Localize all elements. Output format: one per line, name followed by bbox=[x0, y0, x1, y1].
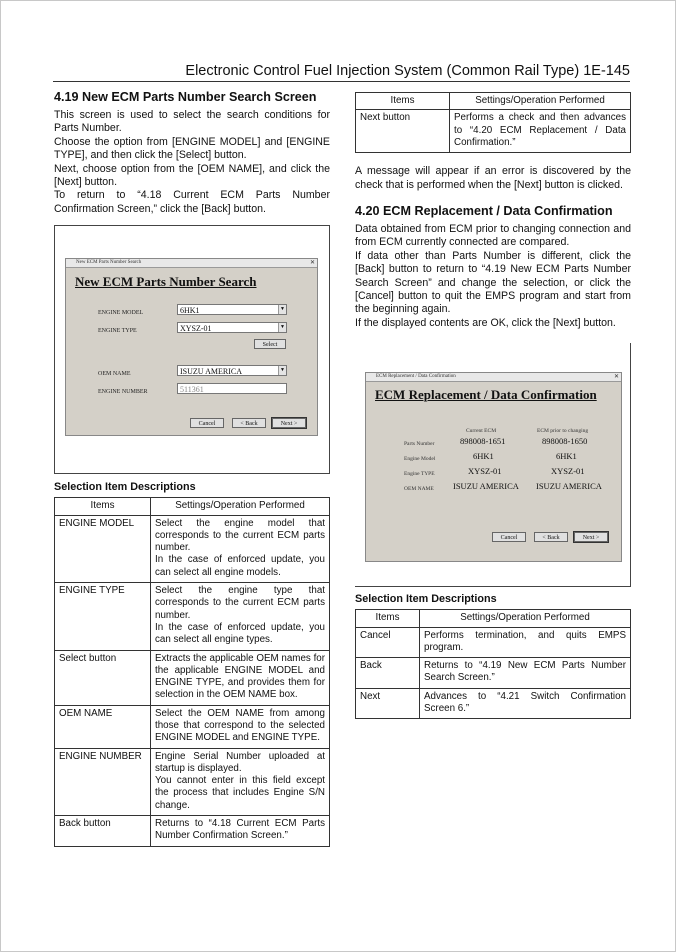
right-column bbox=[355, 92, 631, 719]
table-heading-left: Selection Item Descriptions bbox=[54, 481, 196, 494]
oem-name-label: OEM NAME bbox=[98, 371, 131, 378]
table-row bbox=[55, 748, 330, 815]
row-item: ENGINE MODEL bbox=[55, 515, 151, 582]
row-item: Next bbox=[356, 688, 420, 719]
engine-model-value: 6HK1 bbox=[180, 306, 200, 316]
engine-number-label: ENGINE NUMBER bbox=[98, 389, 148, 396]
close-icon[interactable]: ✕ bbox=[309, 260, 315, 267]
row-item: OEM NAME bbox=[55, 705, 151, 748]
section-heading-4-20: 4.20 ECM Replacement / Data Confirmation bbox=[355, 204, 613, 218]
chevron-down-icon[interactable]: ▼ bbox=[278, 366, 286, 375]
table-header-row bbox=[356, 610, 631, 627]
col-items-header: Items bbox=[356, 93, 450, 110]
row-item: Back bbox=[356, 658, 420, 689]
chevron-down-icon[interactable]: ▼ bbox=[278, 305, 286, 314]
cancel-button[interactable]: Cancel bbox=[190, 418, 224, 428]
col-items-header: Items bbox=[356, 610, 420, 627]
cancel-button[interactable]: Cancel bbox=[492, 532, 526, 542]
row-item: ENGINE NUMBER bbox=[55, 748, 151, 815]
left-column bbox=[54, 90, 330, 847]
dialog-title: New ECM Parts Number Search bbox=[75, 274, 257, 290]
close-icon[interactable]: ✕ bbox=[613, 374, 619, 381]
table-row bbox=[356, 688, 631, 719]
row-desc: Performs a check and then advances to “4.20 ECM Replacement / Data Confirmation.” bbox=[450, 110, 631, 153]
next-button[interactable]: Next > bbox=[272, 418, 306, 428]
dialog-titlebar-text: ECM Replacement / Data Confirmation bbox=[376, 374, 456, 380]
col-ops-header: Settings/Operation Performed bbox=[450, 93, 631, 110]
engine-model-select[interactable] bbox=[177, 304, 287, 315]
section-heading-4-19: 4.19 New ECM Parts Number Search Screen bbox=[54, 90, 317, 104]
row-desc: Performs termination, and quits EMPS program. bbox=[420, 627, 631, 658]
engine-type-current: XYSZ-01 bbox=[468, 466, 502, 477]
engine-model-label: ENGINE MODEL bbox=[98, 310, 144, 317]
next-button-table bbox=[355, 92, 631, 153]
oem-name-prior: ISUZU AMERICA bbox=[536, 481, 602, 492]
row-desc: Extracts the applicable OEM names for the applicable ENGINE MODEL and ENGINE TYPE, and provides them for selection in the OEM NAME box. bbox=[151, 650, 330, 705]
header-rule bbox=[53, 81, 630, 82]
col-items-header: Items bbox=[55, 498, 151, 515]
col-current-ecm: Current ECM bbox=[466, 428, 497, 435]
row-desc: Returns to “4.18 Current ECM Parts Number Confirmation Screen.” bbox=[151, 816, 330, 847]
selection-items-table-4-19 bbox=[54, 497, 330, 846]
screenshot-ecm-replacement bbox=[355, 343, 631, 587]
dialog-title: ECM Replacement / Data Confirmation bbox=[375, 387, 597, 403]
table-row bbox=[55, 583, 330, 650]
engine-type-select[interactable] bbox=[177, 322, 287, 333]
error-note: A message will appear if an error is discovered by the check that is performed when the [Next] button is clicked. bbox=[355, 165, 631, 191]
table-header-row bbox=[55, 498, 330, 515]
col-ops-header: Settings/Operation Performed bbox=[151, 498, 330, 515]
row-item: Select button bbox=[55, 650, 151, 705]
row-desc: Returns to “4.19 New ECM Parts Number Search Screen.” bbox=[420, 658, 631, 689]
screenshot-new-ecm-search bbox=[54, 225, 330, 474]
dialog-titlebar bbox=[366, 373, 621, 382]
dialog-window bbox=[65, 258, 318, 436]
table-row bbox=[356, 658, 631, 689]
row-item: Back button bbox=[55, 816, 151, 847]
table-row bbox=[55, 515, 330, 582]
engine-model-prior: 6HK1 bbox=[556, 451, 577, 462]
table-header-row bbox=[356, 93, 631, 110]
engine-type-label: ENGINE TYPE bbox=[98, 328, 137, 335]
back-button[interactable]: < Back bbox=[534, 532, 568, 542]
oem-name-value: ISUZU AMERICA bbox=[180, 367, 243, 377]
row-desc: Select the engine model that corresponds to the current ECM parts number. In the case of enforced update, you can select all engine models. bbox=[151, 515, 330, 582]
parts-number-label: Parts Number bbox=[404, 441, 435, 448]
table-row bbox=[356, 627, 631, 658]
table-row bbox=[356, 110, 631, 153]
engine-type-prior: XYSZ-01 bbox=[551, 466, 585, 477]
table-heading-right: Selection Item Descriptions bbox=[355, 593, 497, 606]
oem-name-label: OEM NAME bbox=[404, 486, 434, 493]
row-desc: Engine Serial Number uploaded at startup is displayed. You cannot enter in this field except the process that includes Engine S/N change. bbox=[151, 748, 330, 815]
row-item: Cancel bbox=[356, 627, 420, 658]
dialog-titlebar bbox=[66, 259, 317, 268]
engine-type-value: XYSZ-01 bbox=[180, 324, 212, 334]
oem-name-current: ISUZU AMERICA bbox=[453, 481, 519, 492]
row-desc: Advances to “4.21 Switch Confirmation Screen 6.” bbox=[420, 688, 631, 719]
dialog-titlebar-text: New ECM Parts Number Search bbox=[76, 260, 142, 266]
col-prior-ecm: ECM prior to changing bbox=[537, 428, 589, 435]
row-item: Next button bbox=[356, 110, 450, 153]
table-row bbox=[55, 816, 330, 847]
parts-number-current: 898008-1651 bbox=[460, 436, 506, 447]
running-header: Electronic Control Fuel Injection System (Common Rail Type) 1E-145 bbox=[185, 63, 630, 79]
engine-model-current: 6HK1 bbox=[473, 451, 494, 462]
next-button[interactable]: Next > bbox=[574, 532, 608, 542]
col-ops-header: Settings/Operation Performed bbox=[420, 610, 631, 627]
engine-number-field: 511361 bbox=[177, 383, 287, 394]
section-4-19-text: This screen is used to select the search conditions for Parts Number. Choose the option from [ENGINE MODEL] and [ENGINE TYPE], and then click the [Select] button. Next, choose option from the [OEM NAME], and click the [Next] button. To return to “4.18 Current ECM Parts Number Confirmation Screen,” click the [Back] button. bbox=[54, 109, 330, 215]
row-desc: Select the OEM NAME from among those that correspond to the selected ENGINE MODEL and ENGINE TYPE. bbox=[151, 705, 330, 748]
selection-items-table-4-20 bbox=[355, 609, 631, 719]
table-row bbox=[55, 705, 330, 748]
dialog-window bbox=[365, 372, 622, 562]
section-4-20-text: Data obtained from ECM prior to changing connection and from ECM currently connected are compared. If data other than Parts Number is different, click the [Back] button to return to “4.19 New ECM Parts Number Search Screen” and change the selection, or click the [Cancel] button to quit the EMPS program and start from the beginning again. If the displayed contents are OK, click the [Next] button. bbox=[355, 223, 631, 329]
engine-model-label: Engine Model bbox=[404, 456, 436, 463]
select-button[interactable]: Select bbox=[254, 339, 286, 349]
oem-name-select[interactable] bbox=[177, 365, 287, 376]
engine-type-label: Engine TYPE bbox=[404, 471, 435, 478]
parts-number-prior: 898008-1650 bbox=[542, 436, 588, 447]
table-row bbox=[55, 650, 330, 705]
back-button[interactable]: < Back bbox=[232, 418, 266, 428]
chevron-down-icon[interactable]: ▼ bbox=[278, 323, 286, 332]
row-desc: Select the engine type that corresponds to the current ECM parts number. In the case of enforced update, you can select all engine types. bbox=[151, 583, 330, 650]
row-item: ENGINE TYPE bbox=[55, 583, 151, 650]
